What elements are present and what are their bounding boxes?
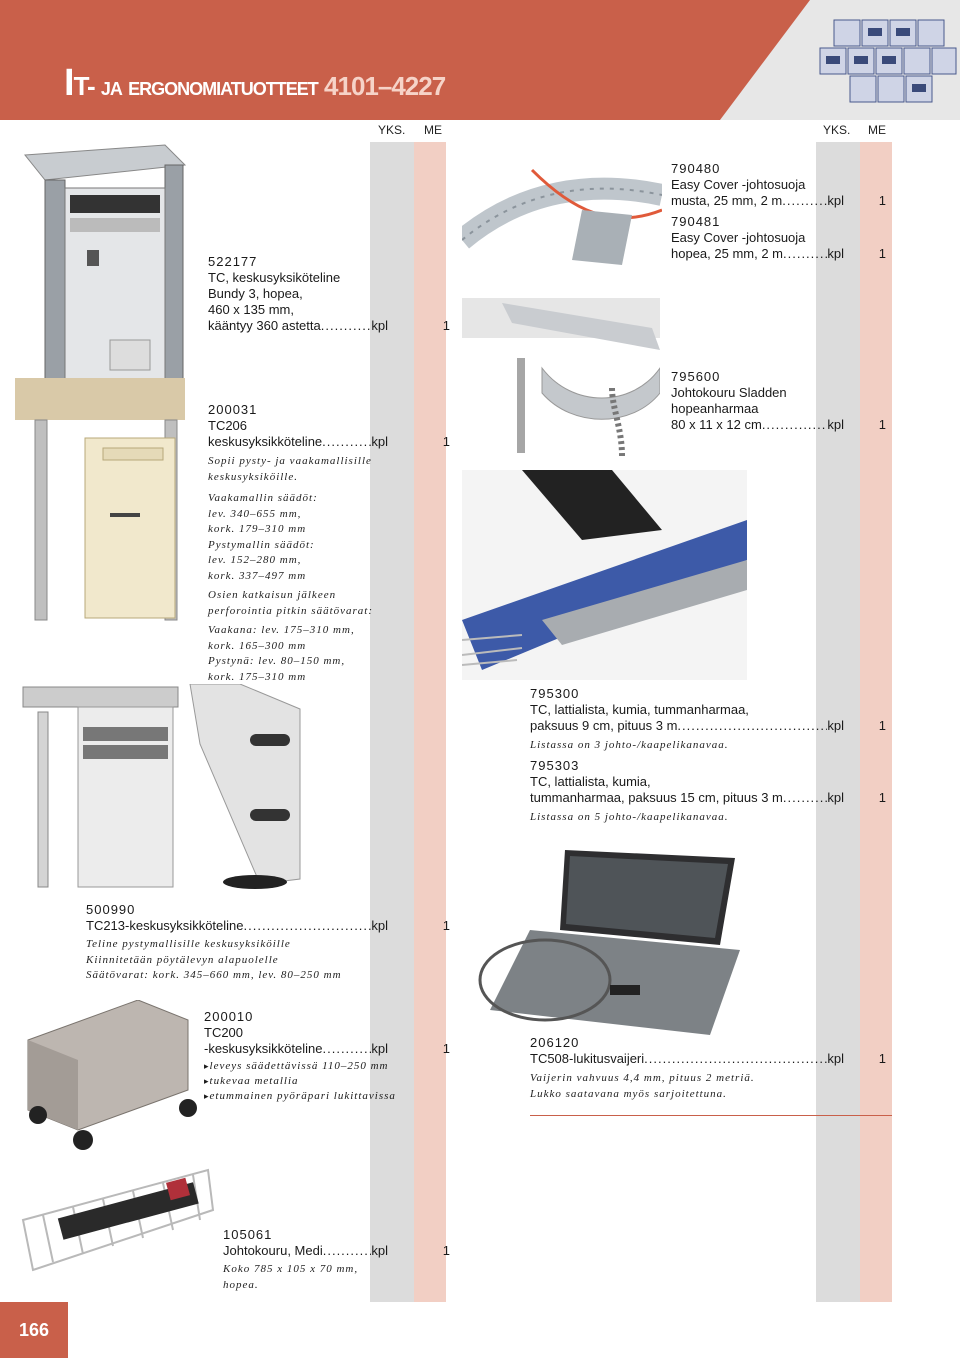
qty: 1 [442, 918, 450, 933]
product-code: 795300 [530, 686, 580, 701]
note-line: kork. 165–300 mm [208, 639, 307, 652]
product-desc-line: 80 x 11 x 12 cm [671, 417, 762, 432]
product-790481 [671, 214, 886, 262]
unit-label: kpl [371, 318, 388, 333]
product-desc-line: Johtokouru Sladden [671, 385, 787, 400]
leader-dots [321, 318, 372, 334]
col-header-me-left: ME [424, 123, 442, 137]
product-desc-line: -keskusyksikköteline [204, 1041, 323, 1056]
product-795300 [530, 686, 886, 754]
leader-dots [244, 918, 372, 934]
product-desc-line: musta, 25 mm, 2 m [671, 193, 783, 208]
leader-dots [783, 246, 827, 262]
leader-dots [644, 1051, 827, 1067]
product-795600 [671, 369, 886, 433]
product-image-easy-cover [462, 150, 662, 275]
product-105061 [223, 1227, 450, 1293]
product-image-tc508 [470, 850, 740, 1035]
note-line: Teline pystymallisille keskusyksiköille [86, 938, 291, 950]
header-cubes-image [720, 0, 960, 120]
note-line: Pystynä: lev. 80–150 mm, [208, 655, 346, 667]
qty: 1 [878, 790, 886, 805]
product-code: 795303 [530, 758, 580, 773]
product-image-tc206 [15, 378, 190, 628]
product-desc-line: tummanharmaa, paksuus 15 cm, pituus 3 m [530, 790, 783, 805]
qty: 1 [442, 1243, 450, 1258]
unit-label: kpl [371, 1041, 388, 1056]
product-desc-line: hopea, 25 mm, 2 m [671, 246, 783, 261]
product-desc-line: 460 x 135 mm, [208, 302, 294, 317]
feature-item: ▸ leveys säädettävissä 110–250 mm [204, 1059, 450, 1074]
product-image-medi [18, 1160, 218, 1280]
qty: 1 [878, 1051, 886, 1066]
product-200031 [208, 402, 450, 685]
product-code: 105061 [223, 1227, 273, 1242]
note-line: Osien katkaisun jälkeen [208, 589, 337, 601]
leader-dots [322, 434, 371, 450]
product-code: 795600 [671, 369, 721, 384]
feature-item: ▸ tukevaa metallia [204, 1074, 450, 1089]
section-divider [530, 1115, 892, 1116]
product-code: 206120 [530, 1035, 580, 1050]
note-line: keskusyksiköille. [208, 470, 298, 483]
product-200010 [204, 1009, 450, 1104]
leader-dots [323, 1041, 372, 1057]
leader-dots [782, 193, 827, 209]
product-desc-line: Easy Cover -johtosuoja [671, 230, 806, 245]
note-line: Listassa on 3 johto-/kaapelikanavaa. [530, 739, 729, 751]
col-header-me-right: ME [868, 123, 886, 137]
unit-label: kpl [827, 417, 844, 432]
product-500990 [86, 902, 450, 984]
note-line: hopea. [223, 1278, 259, 1291]
product-desc-line: TC, keskusyksiköteline [208, 270, 341, 285]
product-desc-line: TC, lattialista, kumia, [530, 774, 651, 789]
product-image-tc213 [18, 682, 183, 892]
product-code: 522177 [208, 254, 258, 269]
product-image-sladden [462, 298, 660, 458]
feature-item: ▸ etummainen pyöräpari lukittavissa [204, 1089, 450, 1104]
page-title: IT- ja ergonomiatuotteet 4101–4227 [64, 62, 446, 104]
product-206120 [530, 1035, 886, 1102]
page-number: 166 [0, 1302, 68, 1358]
unit-label: kpl [827, 246, 844, 261]
note-line: Listassa on 5 johto-/kaapelikanavaa. [530, 811, 729, 823]
product-desc-line: TC508-lukitusvaijeri [530, 1051, 645, 1066]
note-line: lev. 152–280 mm, [208, 554, 302, 566]
product-image-tc213-bracket [180, 684, 310, 894]
product-image-tc200 [18, 1000, 198, 1158]
note-line: Sopii pysty- ja vaakamallisille [208, 455, 372, 467]
product-desc-line: hopeanharmaa [671, 401, 759, 416]
product-desc-line: TC206 [208, 418, 248, 433]
leader-dots [762, 417, 828, 433]
product-desc-line: Johtokouru, Medi [223, 1243, 323, 1258]
qty: 1 [878, 417, 886, 432]
product-code: 790480 [671, 161, 721, 176]
qty: 1 [442, 1041, 450, 1056]
note-line: Kiinnitetään pöytälevyn alapuolelle [86, 953, 279, 966]
product-desc-line: keskusyksikköteline [208, 434, 323, 449]
unit-label: kpl [827, 718, 844, 733]
product-desc-line: TC213-keskusyksikköteline [86, 918, 244, 933]
unit-label: kpl [827, 1051, 844, 1066]
qty: 1 [442, 434, 450, 449]
note-line: Säätövarat: kork. 345–660 mm, lev. 80–250 mm [86, 969, 342, 981]
product-desc-line: TC, lattialista, kumia, tummanharmaa, [530, 702, 749, 717]
qty: 1 [878, 246, 886, 261]
leader-dots [783, 790, 827, 806]
product-code: 200010 [204, 1009, 254, 1024]
note-line: Vaakana: lev. 175–310 mm, [208, 624, 355, 636]
product-522177 [208, 254, 450, 334]
col-header-yks-right: YKS. [823, 123, 851, 137]
product-desc-line: TC200 [204, 1025, 244, 1040]
product-image-lattialista [462, 470, 747, 680]
product-desc-line: kääntyy 360 astetta [208, 318, 321, 333]
note-line: kork. 175–310 mm [208, 670, 307, 683]
leader-dots [677, 718, 827, 734]
qty: 1 [878, 718, 886, 733]
product-image-bundy3 [15, 140, 190, 390]
product-desc-line: Easy Cover -johtosuoja [671, 177, 806, 192]
note-line: Koko 785 x 105 x 70 mm, [223, 1263, 359, 1275]
unit-label: kpl [371, 1243, 388, 1258]
note-line: Lukko saatavana myös sarjoitettuna. [530, 1087, 727, 1100]
note-line: Vaakamallin säädöt: [208, 492, 318, 504]
unit-label: kpl [827, 193, 844, 208]
product-code: 200031 [208, 402, 258, 417]
unit-label: kpl [827, 790, 844, 805]
unit-label: kpl [371, 434, 388, 449]
note-line: kork. 179–310 mm [208, 523, 307, 535]
note-line: Vaijerin vahvuus 4,4 mm, pituus 2 metriä. [530, 1072, 755, 1084]
note-line: Pystymallin säädöt: [208, 538, 315, 551]
product-desc-line: paksuus 9 cm, pituus 3 m [530, 718, 678, 733]
product-790480 [671, 161, 886, 209]
col-header-yks-left: YKS. [378, 123, 406, 137]
feature-list [204, 1059, 450, 1104]
qty: 1 [878, 193, 886, 208]
note-line: perforointia pitkin säätövarat: [208, 604, 374, 617]
unit-label: kpl [371, 918, 388, 933]
leader-dots [323, 1243, 372, 1259]
product-code: 500990 [86, 902, 136, 917]
product-desc-line: Bundy 3, hopea, [208, 286, 303, 301]
qty: 1 [442, 318, 450, 333]
note-line: kork. 337–497 mm [208, 569, 307, 582]
product-795303 [530, 758, 886, 826]
product-code: 790481 [671, 214, 721, 229]
note-line: lev. 340–655 mm, [208, 507, 302, 520]
